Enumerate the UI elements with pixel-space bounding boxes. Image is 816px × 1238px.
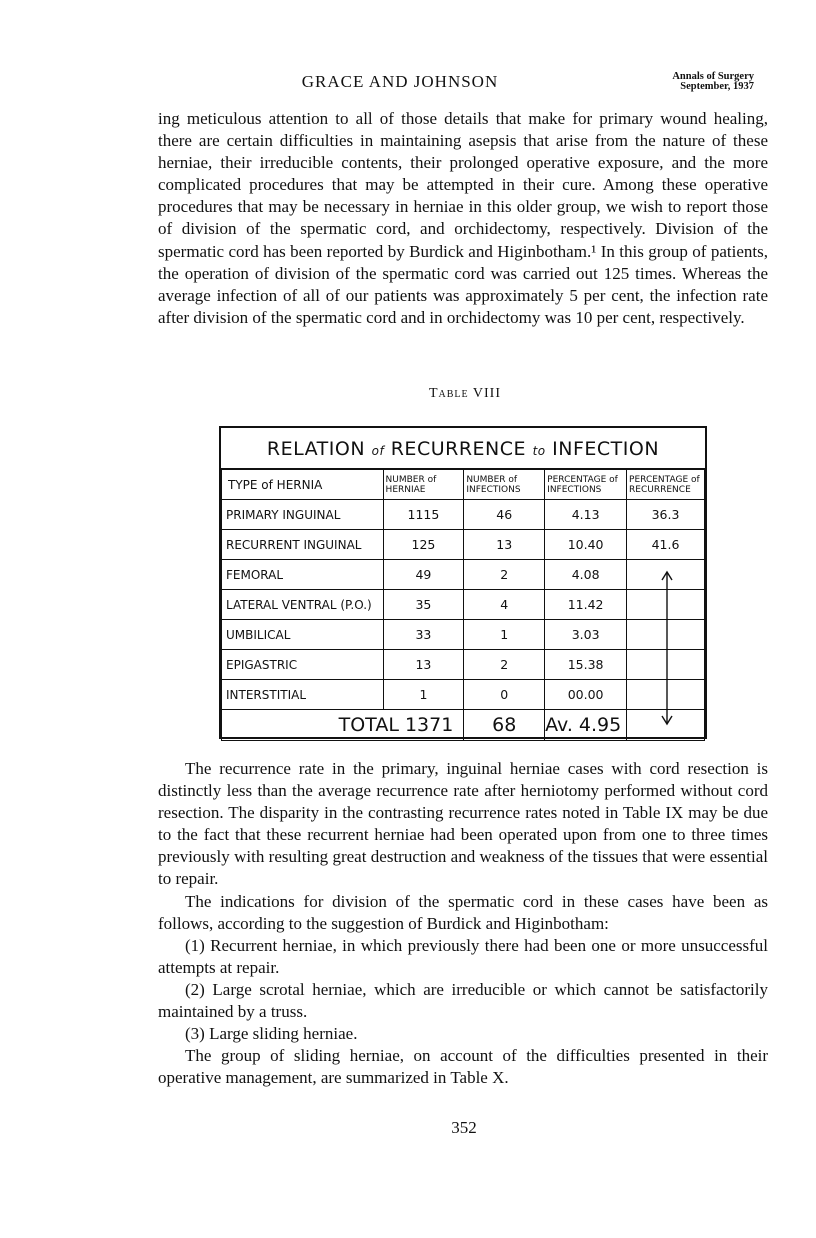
cell-type: PRIMARY INGUINAL [222, 500, 384, 530]
total-average: Av. 4.95 [545, 710, 627, 741]
table-caption: Table VIII [428, 386, 501, 401]
body-text-top [158, 108, 768, 329]
table-row [222, 590, 705, 620]
cell-herniae: 33 [383, 620, 464, 650]
cell-infections: 46 [464, 500, 545, 530]
paragraph-1: The recurrence rate in the primary, inguinal herniae cases with cord resection is distinctly less than the average recurrence rate after herniotomy performed without cord resection. The disparity in the contrasting recurrence rates noted in Table IX may be due to the fact that these recurrent herniae had been operated upon from one to three times previously with resulting great destruction and weakness of the tissues that were essential to repair. [158, 759, 768, 889]
cell-pct-recurrence: 41.6 [627, 530, 705, 560]
cell-infections: 4 [464, 590, 545, 620]
cell-herniae: 125 [383, 530, 464, 560]
paragraph-4: (2) Large scrotal herniae, which are irreducible or which cannot be satisfactorily maintained by a truss. [158, 979, 768, 1022]
total-label: TOTAL [338, 714, 399, 736]
cell-herniae: 1 [383, 680, 464, 710]
table-row [222, 560, 705, 590]
table-row [222, 620, 705, 650]
cell-infections: 13 [464, 530, 545, 560]
cell-herniae: 1115 [383, 500, 464, 530]
cell-type: LATERAL VENTRAL (P.O.) [222, 590, 384, 620]
col-pct-recurrence-header: PERCENTAGE of RECURRENCE [627, 470, 705, 500]
total-infections: 68 [464, 710, 545, 741]
table-row [222, 680, 705, 710]
journal-name: Annals of Surgery [672, 71, 754, 82]
paragraph-5: (3) Large sliding herniae. [185, 1024, 358, 1044]
recurrence-infection-table [219, 426, 707, 739]
paragraph-2: The indications for division of the spermatic cord in these cases have been as follows, according to the suggestion of Burdick and Higinbotham: [158, 891, 768, 933]
body-text-bottom [158, 758, 768, 1089]
total-cell [222, 710, 464, 741]
cell-pct-infections: 10.40 [545, 530, 627, 560]
cell-infections: 1 [464, 620, 545, 650]
table-header-row [222, 470, 705, 500]
page-number: 352 [451, 1118, 477, 1137]
cell-type: EPIGASTRIC [222, 650, 384, 680]
cell-herniae: 13 [383, 650, 464, 680]
table-title: RELATION of RECURRENCE to INFECTION [221, 428, 705, 469]
table-grid [221, 469, 705, 741]
cell-pct-infections: 4.13 [545, 500, 627, 530]
cell-type: INTERSTITIAL [222, 680, 384, 710]
paragraph-6: The group of sliding herniae, on account of the difficulties presented in their operative management, are summarized in Table X. [158, 1046, 768, 1088]
table-row [222, 530, 705, 560]
cell-pct-infections: 4.08 [545, 560, 627, 590]
cell-pct-infections: 3.03 [545, 620, 627, 650]
col-herniae-header: NUMBER of HERNIAE [383, 470, 464, 500]
cell-pct-infections: 11.42 [545, 590, 627, 620]
table-total-row [222, 710, 705, 741]
col-type-header: TYPE of HERNIA [222, 470, 384, 500]
running-title: GRACE AND JOHNSON [301, 72, 499, 91]
table-row [222, 500, 705, 530]
cell-infections: 2 [464, 650, 545, 680]
col-infections-header: NUMBER of INFECTIONS [464, 470, 545, 500]
paragraph-3: (1) Recurrent herniae, in which previously there had been one or more unsuccessful attempts at repair. [158, 935, 768, 977]
total-herniae: 1371 [404, 714, 454, 736]
cell-pct-infections: 00.00 [545, 680, 627, 710]
cell-type: RECURRENT INGUINAL [222, 530, 384, 560]
cell-pct-infections: 15.38 [545, 650, 627, 680]
journal-info [672, 72, 754, 92]
paragraph-top: ing meticulous attention to all of those details that make for primary wound healing, there are certain difficulties in maintaining asepsis that arise from the nature of these herniae, their irreducible contents, their prolonged operative exposure, and the more complicated procedures that may be attempted in their cure. Among these operative procedures that may be necessary in herniae in this older group, we wish to report those of division of the spermatic cord, and orchidectomy, respectively. Division of the spermatic cord has been reported by Burdick and Higinbotham.¹ In this group of patients, the operation of division of the spermatic cord was carried out 125 times. Whereas the average infection of all of our patients was approximately 5 per cent, the infection rate after division of the spermatic cord and in orchidectomy was 10 per cent, respectively. [158, 109, 768, 327]
cell-herniae: 35 [383, 590, 464, 620]
cell-herniae: 49 [383, 560, 464, 590]
journal-date: September, 1937 [680, 81, 754, 92]
cell-pct-recurrence: 36.3 [627, 500, 705, 530]
table-row [222, 650, 705, 680]
range-arrow-icon [657, 528, 677, 728]
cell-infections: 2 [464, 560, 545, 590]
col-pct-infections-header: PERCENTAGE of INFECTIONS [545, 470, 627, 500]
cell-infections: 0 [464, 680, 545, 710]
cell-type: FEMORAL [222, 560, 384, 590]
cell-type: UMBILICAL [222, 620, 384, 650]
